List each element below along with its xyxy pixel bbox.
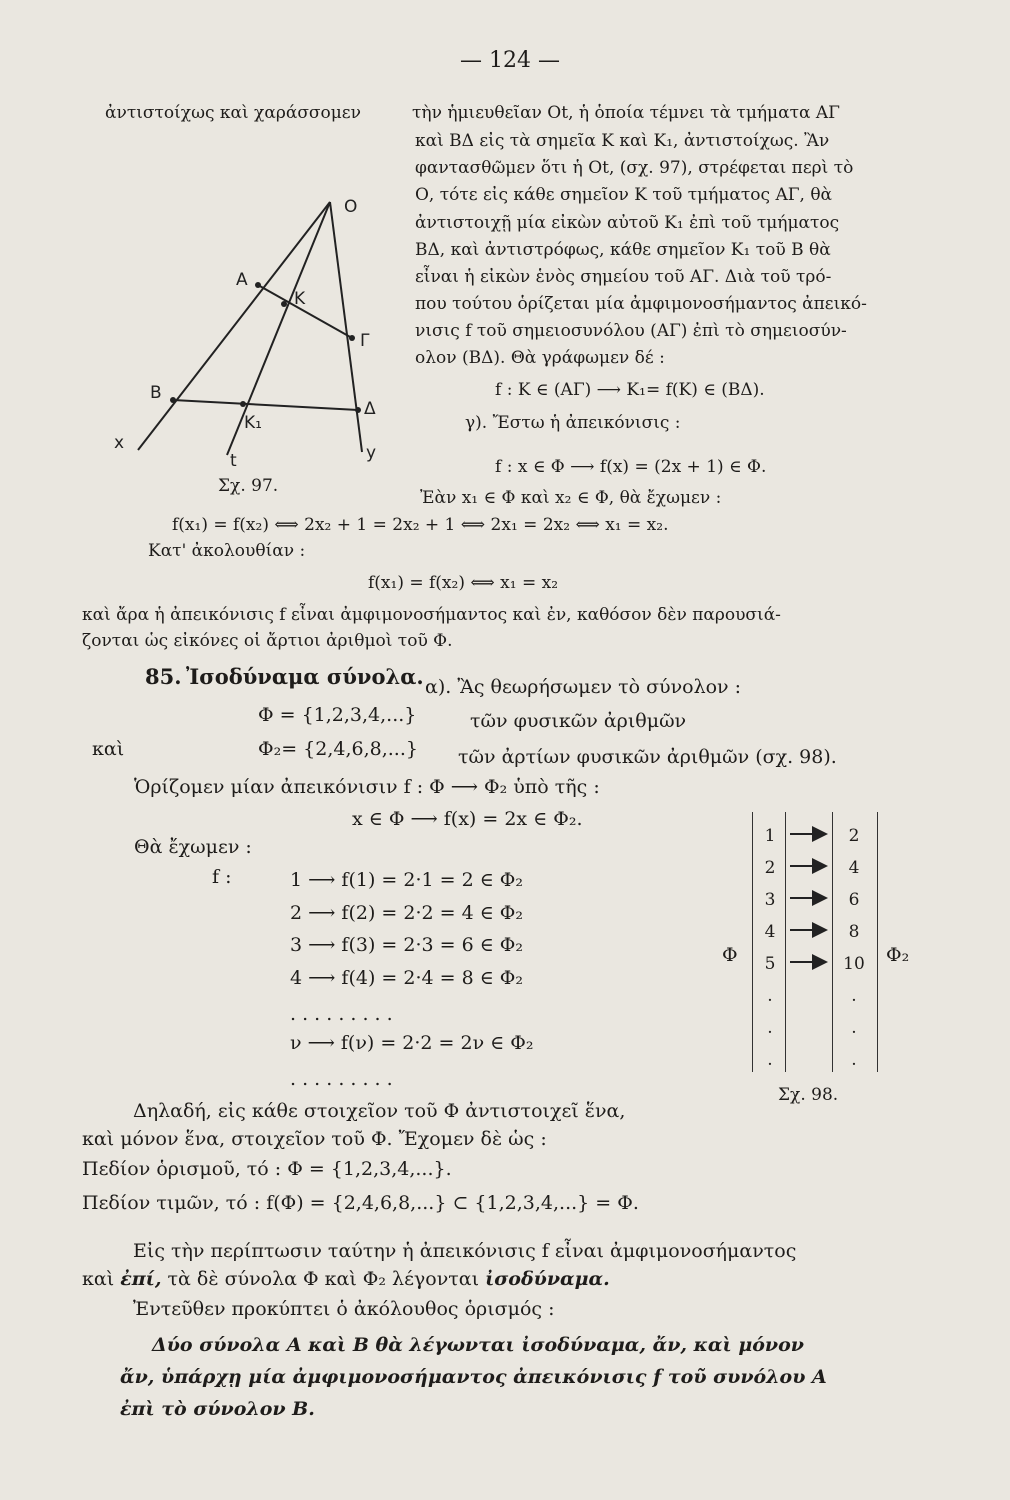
- fig98-right-value: 10: [843, 954, 865, 974]
- eq2-line: f(x₁) = f(x₂) ⟺ x₁ = x₂: [368, 573, 559, 593]
- point-K: [281, 301, 287, 307]
- conclusion-line-2: ζονται ὡς εἰκόνες οἱ ἄρτιοι ἀριθμοὶ τοῦ Φ.: [82, 631, 453, 651]
- paragraph-1b: [82, 1268, 610, 1290]
- definition-line: Δύο σύνολα Α καὶ Β θὰ λέγωνται ἰσοδύναμα, ἄν, καὶ μόνον: [152, 1334, 804, 1356]
- map-line: f : K ∈ (ΑΓ) ⟶ K₁= f(K) ∈ (ΒΔ).: [495, 380, 765, 400]
- conclusion-line-1: καὶ ἄρα ἡ ἀπεικόνισις f εἶναι ἀμφιμονοσήμαντος καὶ ἐν, καθόσον δὲν παρουσιά-: [82, 605, 781, 625]
- paragraph-1b-pre: καὶ: [82, 1268, 115, 1290]
- f-label: f :: [212, 866, 232, 888]
- label-O: O: [344, 197, 358, 217]
- intro-lead: ἀντιστοίχως καὶ χαράσσομεν: [105, 103, 361, 123]
- intro-line-0: τὴν ἡμιευθεῖαν Ot, ἡ ὁποία τέμνει τὰ τμήματα ΑΓ: [412, 103, 840, 123]
- figure-98-caption: Σχ. 98.: [778, 1085, 839, 1105]
- bottom-line: καὶ μόνον ἕνα, στοιχεῖον τοῦ Φ. Ἔχομεν δὲ ὡς :: [82, 1128, 547, 1150]
- intro-line-8: νισις f τοῦ σημειοσυνόλου (ΑΓ) ἐπὶ τὸ σημειοσύν-: [415, 321, 847, 341]
- label-x: x: [114, 433, 125, 453]
- point-B: [170, 397, 176, 403]
- intro-line-4: ἀντιστοιχῇ μία εἰκὼν αὐτοῦ Κ₁ ἐπὶ τοῦ τμήματος: [415, 213, 840, 233]
- bottom-line: Δηλαδή, εἰς κάθε στοιχεῖον τοῦ Φ ἀντιστοιχεῖ ἕνα,: [133, 1100, 626, 1122]
- point-D: [355, 407, 361, 413]
- mapping-dots: . . . . . . . . .: [290, 1003, 393, 1025]
- mapping-dots: . . . . . . . . .: [290, 1068, 393, 1090]
- fig98-left-value: 4: [764, 922, 776, 942]
- section-85-number: 85.: [145, 664, 182, 689]
- paragraph-1a: Εἰς τὴν περίπτωσιν ταύτην ἡ ἀπεικόνισις f εἶναι ἀμφιμονοσήμαντος: [133, 1240, 797, 1262]
- paragraph-1b-epi: ἐπί,: [120, 1268, 162, 1290]
- mapping-row: 1 ⟶ f(1) = 2·1 = 2 ∈ Φ₂: [290, 869, 523, 891]
- fig98-left-dot: .: [767, 1050, 773, 1070]
- set-phi: Φ = {1,2,3,4,...}: [258, 704, 417, 726]
- mapping-row: 4 ⟶ f(4) = 2·4 = 8 ∈ Φ₂: [290, 967, 523, 989]
- fig98-left-value: 3: [764, 890, 776, 910]
- fig98-arrows: [786, 822, 830, 992]
- label-t: t: [230, 451, 237, 471]
- fig98-right-dot: .: [851, 986, 857, 1006]
- ean-line: Ἐὰν x₁ ∈ Φ καὶ x₂ ∈ Φ, θὰ ἔχωμεν :: [420, 488, 722, 508]
- fig98-right-set-label: Φ₂: [886, 944, 910, 966]
- section-85-title: Ἰσοδύναμα σύνολα.: [186, 664, 424, 689]
- fig98-right-value: 6: [848, 890, 860, 910]
- fig98-right-dot: .: [851, 1050, 857, 1070]
- mapping-row: 2 ⟶ f(2) = 2·2 = 4 ∈ Φ₂: [290, 902, 523, 924]
- fig98-left-value: 2: [764, 858, 776, 878]
- eq-line: f(x₁) = f(x₂) ⟺ 2x₂ + 1 = 2x₂ + 1 ⟺ 2x₁ = 2x₂ ⟺ x₁ = x₂.: [172, 515, 669, 535]
- intro-line-6: εἶναι ἡ εἰκὼν ἑνὸς σημείου τοῦ ΑΓ. Διὰ τοῦ τρό-: [415, 267, 832, 287]
- fig98-left-dot: .: [767, 986, 773, 1006]
- gamma-line: γ). Ἔστω ἡ ἀπεικόνισις :: [465, 413, 681, 433]
- set-phi-desc: τῶν φυσικῶν ἀριθμῶν: [470, 710, 687, 732]
- tha-line: Θὰ ἔχωμεν :: [134, 836, 252, 858]
- intro-line-1: καὶ ΒΔ εἰς τὰ σημεῖα Κ καὶ Κ₁, ἀντιστοίχως. Ἂν: [415, 131, 830, 151]
- fig98-left-value: 1: [764, 826, 776, 846]
- line-O-y: [330, 202, 362, 452]
- set-phi2-desc: τῶν ἀρτίων φυσικῶν ἀριθμῶν (σχ. 98).: [458, 746, 837, 768]
- fig98-left-set-label: Φ: [722, 944, 738, 966]
- fig98-left-dot: .: [767, 1018, 773, 1038]
- intro-line-3: Ο, τότε εἰς κάθε σημεῖον Κ τοῦ τμήματος ΑΓ, θὰ: [415, 185, 833, 205]
- label-y: y: [366, 443, 377, 463]
- fx-line: f : x ∈ Φ ⟶ f(x) = (2x + 1) ∈ Φ.: [495, 457, 767, 477]
- rule-line: x ∈ Φ ⟶ f(x) = 2x ∈ Φ₂.: [352, 808, 583, 830]
- label-K1: K₁: [244, 413, 262, 433]
- figure-97-caption: Σχ. 97.: [218, 476, 279, 496]
- mapping-row: 3 ⟶ f(3) = 2·3 = 6 ∈ Φ₂: [290, 934, 523, 956]
- intro-line-2: φαντασθῶμεν ὅτι ἡ Ot, (σχ. 97), στρέφεται περὶ τὸ: [415, 158, 854, 178]
- kat-line: Κατ' ἀκολουθίαν :: [148, 541, 306, 561]
- point-K1: [240, 401, 246, 407]
- label-G: Γ: [360, 331, 370, 351]
- label-D: Δ: [364, 399, 376, 419]
- definition-line: ἄν, ὑπάρχῃ μία ἀμφιμονοσήμαντος ἀπεικόνισις f τοῦ συνόλου Α: [120, 1366, 827, 1388]
- set-phi2: Φ₂= {2,4,6,8,...}: [258, 738, 418, 760]
- fig98-right-dot: .: [851, 1018, 857, 1038]
- section-85-intro: α). Ἂς θεωρήσωμεν τὸ σύνολον :: [425, 676, 742, 698]
- fig98-left-value: 5: [764, 954, 776, 974]
- fig98-right-value: 2: [848, 826, 860, 846]
- definition-line: ἐπὶ τὸ σύνολον Β.: [120, 1398, 315, 1420]
- figure-97: [100, 180, 400, 510]
- line-O-x: [138, 202, 330, 450]
- mapping-row: ν ⟶ f(ν) = 2·2 = 2ν ∈ Φ₂: [290, 1032, 534, 1054]
- paragraph-2: Ἐντεῦθεν προκύπτει ὁ ἀκόλουθος ὁρισμός :: [133, 1298, 555, 1320]
- paragraph-1b-iso: ἰσοδύναμα.: [485, 1268, 610, 1290]
- label-K: K: [294, 289, 306, 309]
- label-B: B: [150, 383, 162, 403]
- bottom-line: Πεδίον τιμῶν, τό : f(Φ) = {2,4,6,8,...} ⊂ {1,2,3,4,...} = Φ.: [82, 1192, 639, 1214]
- intro-line-7: που τούτου ὁρίζεται μία ἀμφιμονοσήμαντος ἀπεικό-: [415, 294, 867, 314]
- paragraph-1b-mid: τὰ δὲ σύνολα Φ καὶ Φ₂ λέγονται: [167, 1268, 480, 1290]
- bottom-line: Πεδίον ὁρισμοῦ, τό : Φ = {1,2,3,4,...}.: [82, 1158, 452, 1180]
- line-O-t: [227, 202, 330, 455]
- intro-line-5: ΒΔ, καὶ ἀντιστρόφως, κάθε σημεῖον Κ₁ τοῦ Β θὰ: [415, 240, 831, 260]
- fig98-right-value: 8: [848, 922, 860, 942]
- page-number: — 124 —: [460, 48, 560, 73]
- fig98-right-value: 4: [848, 858, 860, 878]
- define-line: Ὁρίζομεν μίαν ἀπεικόνισιν f : Φ ⟶ Φ₂ ὑπὸ τῆς :: [134, 776, 600, 798]
- kai-label: καὶ: [92, 738, 125, 760]
- label-A: A: [236, 270, 248, 290]
- segment-BD: [173, 400, 358, 410]
- intro-line-9: ολον (ΒΔ). Θὰ γράφωμεν δέ :: [415, 348, 665, 368]
- point-A: [255, 282, 261, 288]
- point-G: [349, 335, 355, 341]
